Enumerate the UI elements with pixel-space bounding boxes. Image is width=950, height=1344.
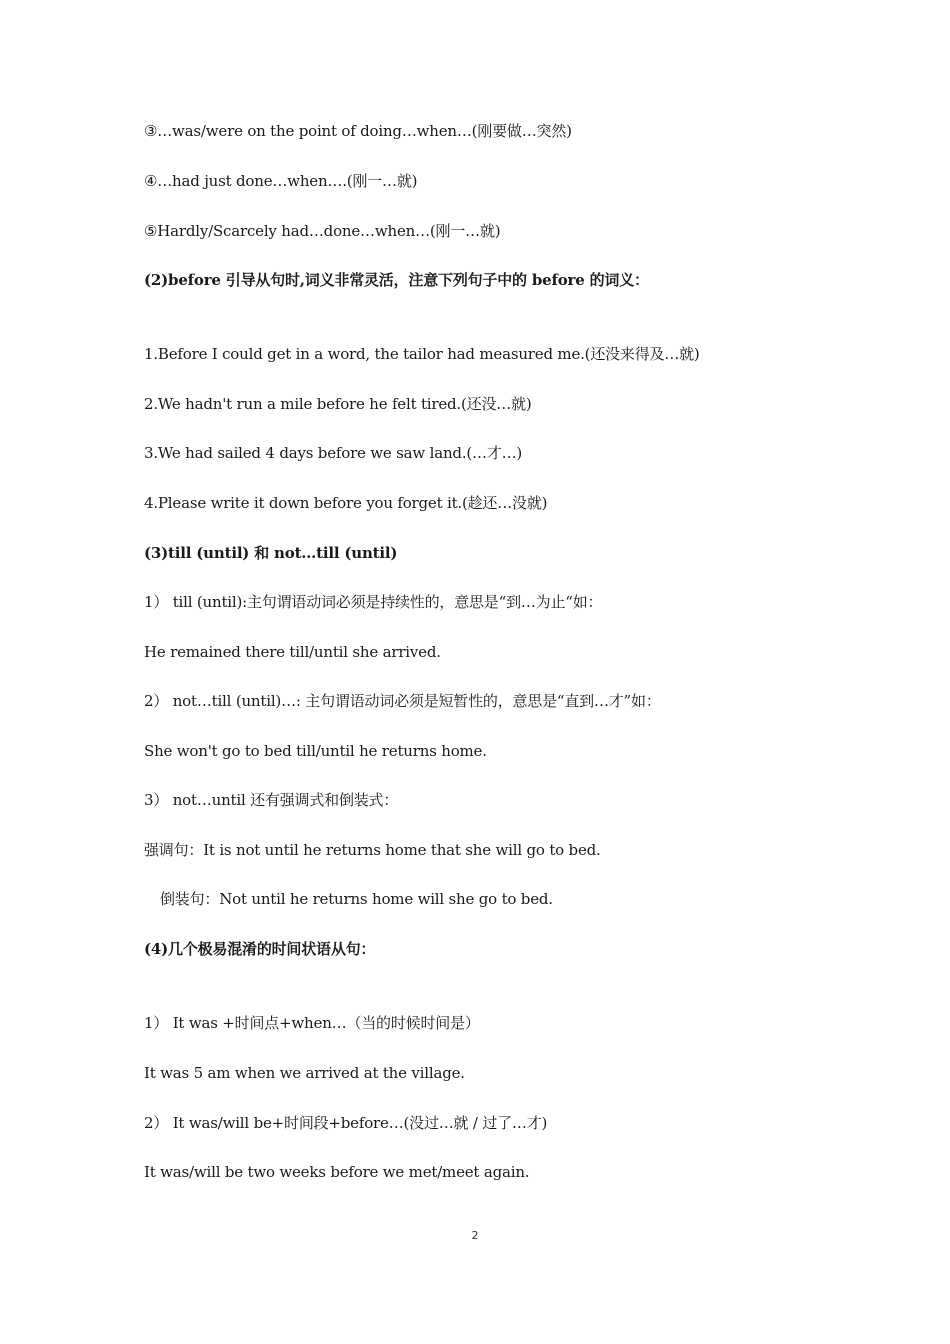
rule-line-it-was-when: 1） It was +时间点+when…（当的时候时间是）	[144, 1014, 480, 1032]
example-line-2: 2.We hadn't run a mile before he felt tired.(还没…就)	[144, 395, 532, 413]
rule-line-it-was-before: 2） It was/will be+时间段+before…(没过…就 / 过了…才)	[144, 1114, 548, 1132]
example-line-emphatic: 强调句：It is not until he returns home that she will go to bed.	[144, 841, 601, 859]
rule-line-not-until: 3） not…until 还有强调式和倒装式：	[144, 791, 399, 809]
example-line-5-am: It was 5 am when we arrived at the village.	[144, 1064, 465, 1082]
page-number: 2	[471, 1229, 479, 1242]
text-line-point-of-doing: ③…was/were on the point of doing…when…(刚要做…突然)	[144, 122, 572, 140]
rule-line-not-till: 2） not…till (until)…: 主句谓语动词必须是短暂性的，意思是“直到…才”如：	[144, 692, 661, 710]
example-line-remained: He remained there till/until she arrived.	[144, 643, 441, 661]
example-line-4: 4.Please write it down before you forget it.(趁还…没就)	[144, 494, 548, 512]
rule-line-till: 1） till (until):主句谓语动词必须是持续性的，意思是“到…为止“如：	[144, 593, 603, 611]
example-line-1: 1.Before I could get in a word, the tailor had measured me.(还没来得及…就)	[144, 345, 700, 363]
section-heading-time-clauses: (4)几个极易混淆的时间状语从句：	[144, 940, 376, 958]
example-line-inverted: 倒装句：Not until he returns home will she go to bed.	[160, 890, 553, 908]
example-line-two-weeks: It was/will be two weeks before we met/meet again.	[144, 1163, 530, 1181]
section-heading-before: (2)before 引导从句时,词义非常灵活，注意下列句子中的 before 的词义：	[144, 271, 649, 289]
text-line-had-just-done: ④…had just done…when….(刚一…就)	[144, 172, 418, 190]
example-line-wont-go: She won't go to bed till/until he returns home.	[144, 742, 487, 760]
section-heading-till-until: (3)till (until) 和 not…till (until)	[144, 544, 398, 562]
example-line-3: 3.We had sailed 4 days before we saw land.(…才…)	[144, 444, 523, 462]
text-line-hardly-scarcely: ⑤Hardly/Scarcely had…done…when…(刚一…就)	[144, 222, 501, 240]
